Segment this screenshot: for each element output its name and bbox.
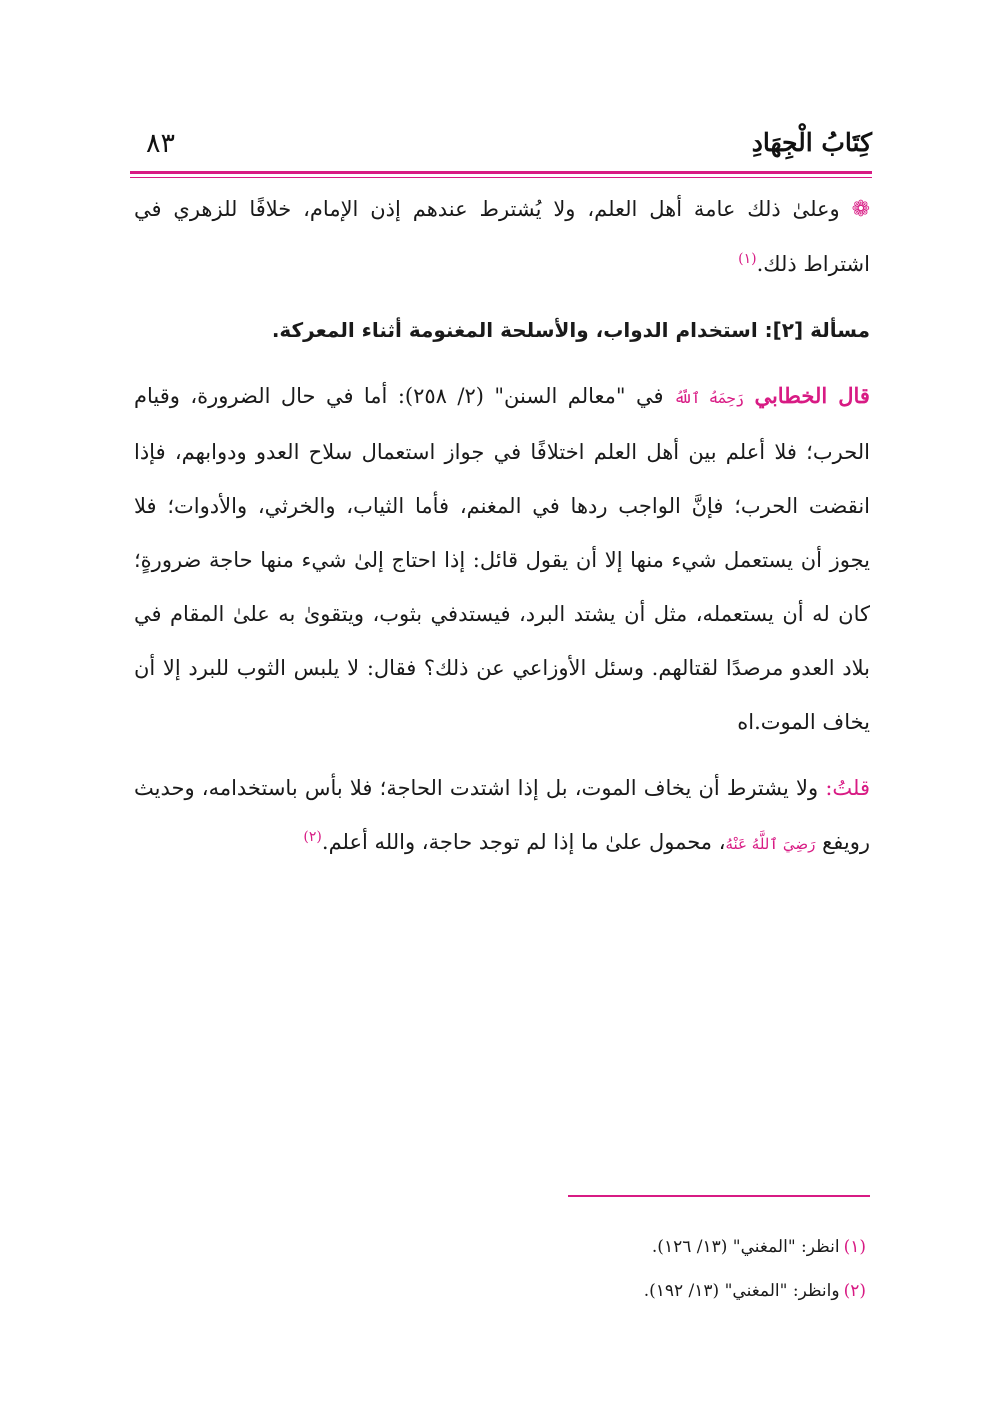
flower-ornament-icon: ❁ [851, 197, 870, 222]
footnote-item [166, 1225, 866, 1269]
paragraph-2 [134, 369, 870, 749]
footnote-divider [568, 1195, 870, 1197]
footnote-ref-1[interactable]: (١) [738, 251, 757, 267]
footnote-number: (٢) [843, 1281, 866, 1301]
page-header [130, 128, 872, 168]
paragraph-3 [134, 761, 870, 871]
header-divider-thick [130, 171, 872, 174]
footnotes [166, 1225, 866, 1313]
footnote-item [166, 1269, 866, 1313]
paragraph-2-text: في "معالم السنن" (٢/ ٢٥٨): أما في حال الضرورة، وقيام الحرب؛ فلا أعلم بين أهل العلم اختلافًا في جواز استعمال سلاح العدو ودوابهم، فإذا انقضت الحرب؛ فإنَّ الواجب ردها في المغنم، فأما الثياب، والخرثي، والأدوات؛ فلا يجوز أن يستعمل شيء منها إلا أن يقول قائل: إذا احتاج إلىٰ شيء منها حاجة ضرورةٍ؛ كان له أن يستعمله، مثل أن يشتد البرد، فيستدفي بثوب، ويتقوىٰ به علىٰ المقام في بلاد العدو مرصدًا لقتالهم. وسئل الأوزاعي عن ذلك؟ فقال: لا يلبس الثوب للبرد إلا أن يخاف الموت.اه [134, 384, 870, 734]
page-number: ٨٣ [146, 128, 176, 159]
masala-label: مسألة [٢]: [764, 318, 870, 342]
header-divider-thin [130, 177, 872, 178]
masala-heading [134, 303, 870, 357]
speaker-name: قال الخطابي [754, 383, 870, 408]
masala-title: استخدام الدواب، والأسلحة المغنومة أثناء المعركة. [271, 318, 765, 342]
honorific-radiyallahu: رَضِيَ ٱللَّهُ عَنْهُ [725, 835, 816, 853]
footnote-number: (١) [843, 1237, 866, 1257]
honorific-rahimahullah: رَحِمَهُ ٱللَّهُ [673, 389, 744, 407]
paragraph-3-text-b: ، محمول علىٰ ما إذا لم توجد حاجة، والله أعلم. [321, 830, 726, 854]
qultu-label: قلتُ: [825, 776, 870, 800]
footnote-ref-2[interactable]: (٢) [303, 829, 322, 845]
footnote-text: وانظر: "المغني" (١٣/ ١٩٢). [643, 1281, 840, 1301]
paragraph-3-text-a: ولا يشترط أن يخاف الموت، بل إذا اشتدت الحاجة؛ فلا بأس باستخدامه، وحديث رويفع [134, 776, 870, 854]
footnote-text: انظر: "المغني" (١٣/ ١٢٦). [651, 1237, 840, 1257]
book-title: كِتَابُ الْجِهَادِ [751, 128, 872, 157]
main-text [134, 182, 870, 871]
paragraph-1 [134, 182, 870, 291]
paragraph-1-text: وعلىٰ ذلك عامة أهل العلم، ولا يُشترط عندهم إذن الإمام، خلافًا للزهري في اشتراط ذلك. [134, 197, 870, 276]
